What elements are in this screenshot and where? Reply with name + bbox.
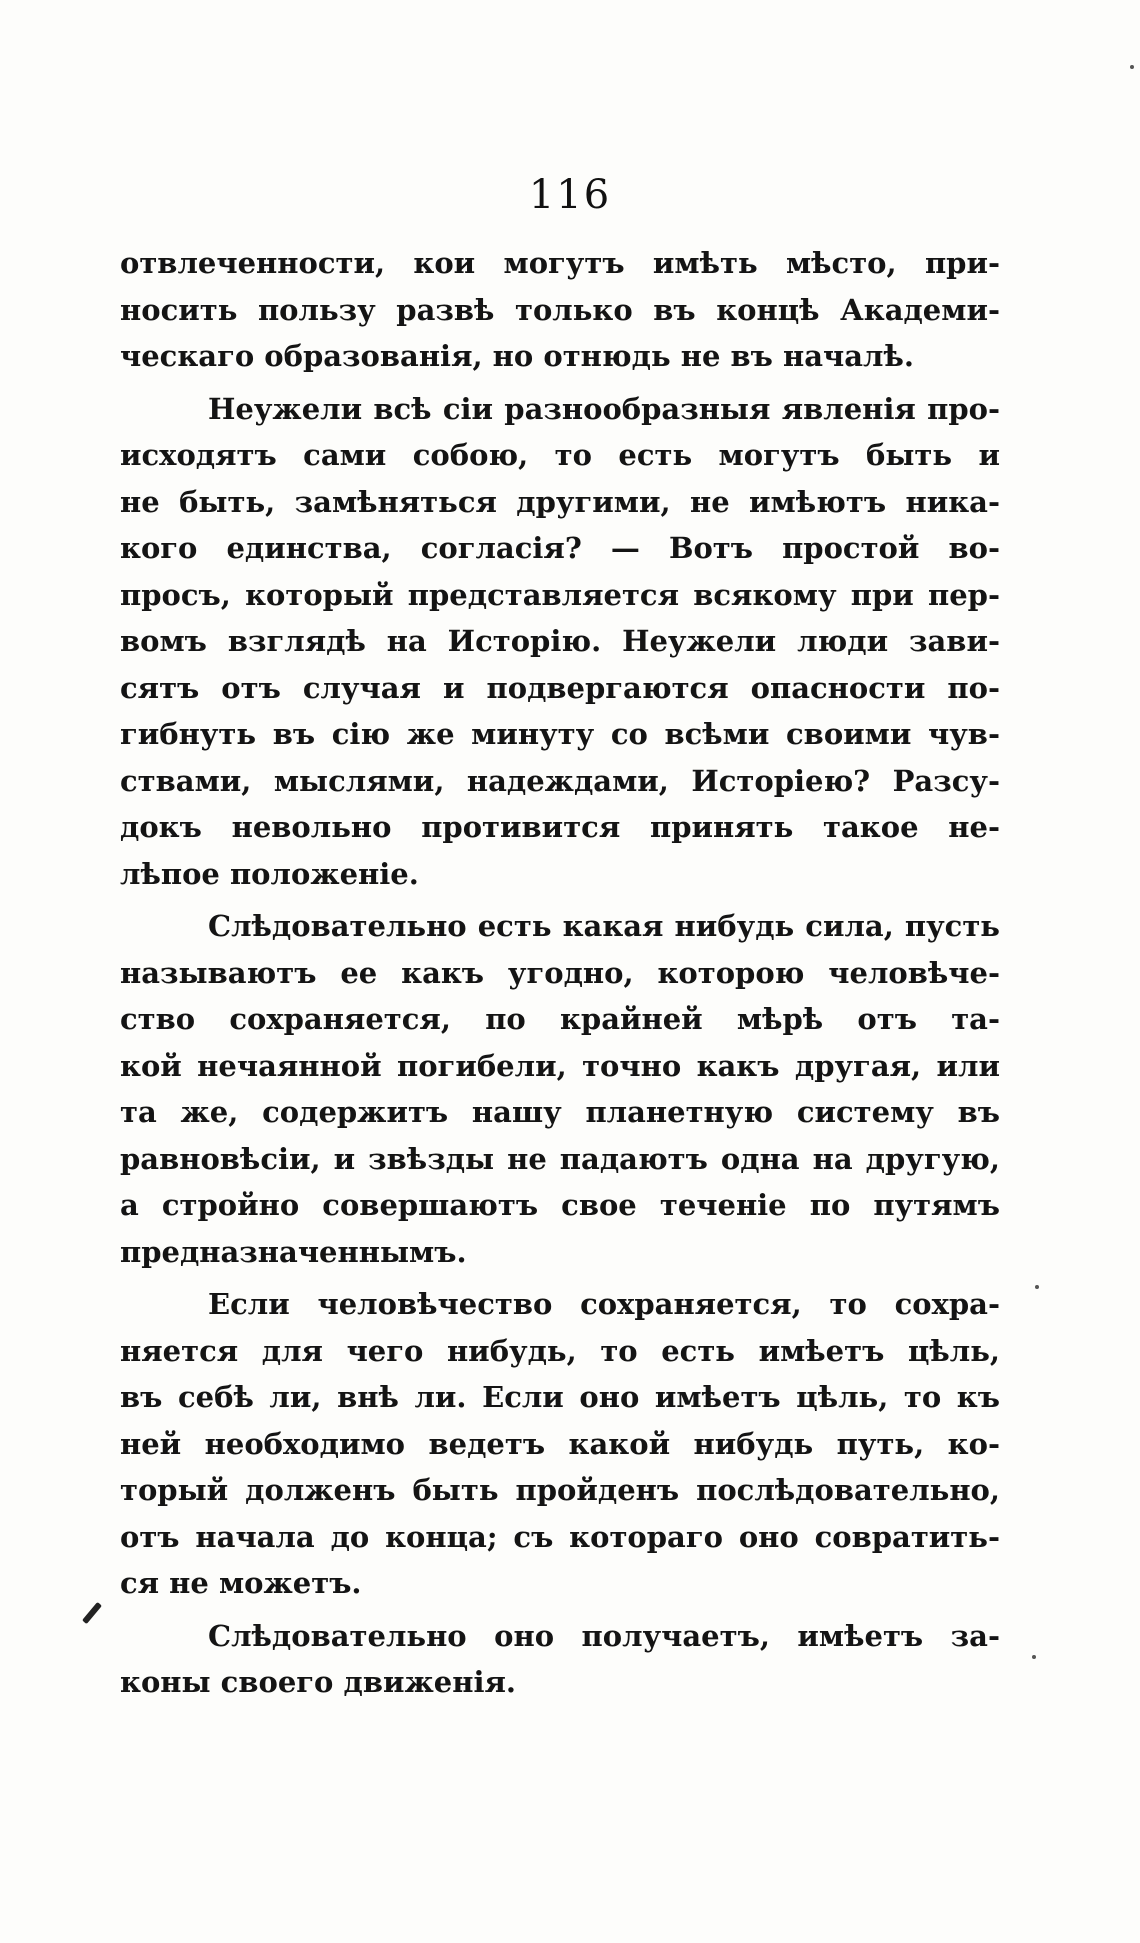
text-line: называютъ ее какъ угодно, которою человѣче- xyxy=(120,955,1000,990)
scan-speck-icon xyxy=(1130,65,1134,69)
text-line: отвлеченности, кои могутъ имѣть мѣсто, при- xyxy=(120,246,1000,280)
text-line: а стройно совершаютъ свое теченіе по путямъ xyxy=(120,1188,1000,1222)
scan-speck-icon xyxy=(1035,1285,1039,1289)
text-line: кой нечаянной погибели, точно какъ другая, или xyxy=(120,1048,1000,1083)
text-line: Если человѣчество сохраняется, то сохра- xyxy=(208,1287,1000,1321)
text-line: просъ, который представляется всякому при пер- xyxy=(120,577,1000,612)
text-line: отъ начала до конца; съ котораго оно совратить- xyxy=(120,1519,1000,1554)
text-line: та же, содержитъ нашу планетную систему въ xyxy=(120,1095,1000,1129)
text-line: носить пользу развѣ только въ концѣ Академи- xyxy=(120,292,1000,327)
pencil-mark-icon xyxy=(82,1602,102,1624)
text-line: равновѣсіи, и звѣзды не падаютъ одна на другую, xyxy=(120,1141,1000,1176)
scan-speck-icon xyxy=(1032,1655,1036,1659)
page-number: 116 xyxy=(528,172,612,218)
text-line: ство сохраняется, по крайней мѣрѣ отъ та- xyxy=(120,1002,1000,1036)
text-line: Неужели всѣ сіи разнообразныя явленія про- xyxy=(208,391,1000,426)
paragraph-1 xyxy=(120,240,1000,380)
text-line: не быть, замѣняться другими, не имѣютъ ника- xyxy=(120,484,1000,519)
text-line: лѣпое положеніе. xyxy=(120,856,419,891)
text-line: кого единства, согласія? — Вотъ простой во- xyxy=(120,531,1000,565)
paragraph-4 xyxy=(120,1281,1000,1607)
text-line: ся не можетъ. xyxy=(120,1566,362,1600)
text-line: сятъ отъ случая и подвергаются опасности по- xyxy=(120,670,1000,705)
text-line: коны своего движенія. xyxy=(120,1665,516,1699)
text-line: предназначеннымъ. xyxy=(120,1234,467,1269)
paragraph-3 xyxy=(120,903,1000,1275)
text-line: няется для чего нибудь, то есть имѣетъ цѣль, xyxy=(120,1333,1000,1368)
text-line: торый долженъ быть пройденъ послѣдовательно, xyxy=(120,1473,1000,1507)
paragraph-2 xyxy=(120,386,1000,898)
text-line: Слѣдовательно оно получаетъ, имѣетъ за- xyxy=(208,1618,1000,1653)
paragraph-5 xyxy=(120,1613,1000,1706)
text-line: гибнуть въ сію же минуту со всѣми своими чув- xyxy=(120,717,1000,751)
page-text xyxy=(120,240,1000,1712)
text-line: вомъ взглядѣ на Исторію. Неужели люди зави- xyxy=(120,624,1000,658)
text-line: въ себѣ ли, внѣ ли. Если оно имѣетъ цѣль, то къ xyxy=(120,1380,1000,1414)
text-line: исходятъ сами собою, то есть могутъ быть и xyxy=(120,438,1000,472)
text-line: ческаго образованія, но отнюдь не въ началѣ. xyxy=(120,339,914,373)
text-line: ней необходимо ведетъ какой нибудь путь, ко- xyxy=(120,1426,1000,1461)
text-line: Слѣдовательно есть какая нибудь сила, пусть xyxy=(208,909,1000,943)
text-line: докъ невольно противится принять такое не- xyxy=(120,810,1000,844)
text-line: ствами, мыслями, надеждами, Исторіею? Разсу- xyxy=(120,763,1000,798)
